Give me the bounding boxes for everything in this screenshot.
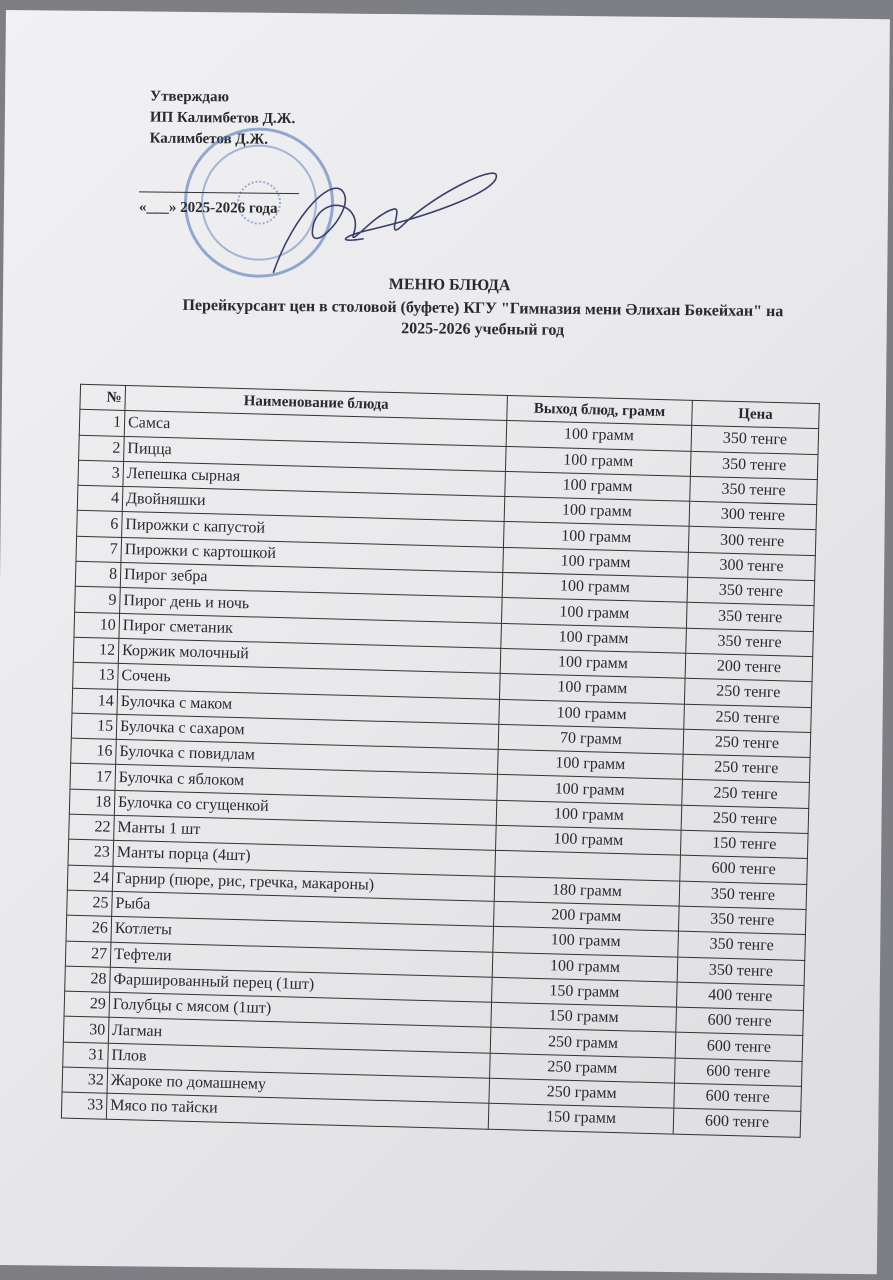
dish-price: 150 тенге bbox=[680, 830, 808, 859]
dish-price: 250 тенге bbox=[682, 780, 810, 809]
row-number: 9 bbox=[75, 587, 121, 613]
dish-price: 350 тенге bbox=[687, 577, 815, 606]
dish-name: Булочка с повидлам bbox=[116, 740, 499, 775]
dish-price: 250 тенге bbox=[682, 754, 810, 783]
dish-name: Мясо по тайски bbox=[106, 1094, 489, 1129]
dish-weight: 100 грамм bbox=[505, 471, 691, 501]
row-number: 26 bbox=[66, 915, 112, 941]
dish-name: Голубцы с мясом (1шт) bbox=[109, 992, 492, 1027]
dish-price: 600 тенге bbox=[674, 1058, 802, 1087]
dish-name: Тефтели bbox=[110, 942, 493, 977]
dish-price: 350 тенге bbox=[678, 931, 806, 960]
signature-icon bbox=[233, 152, 514, 285]
dish-name: Лепешка сырная bbox=[123, 461, 506, 496]
dish-name: Манты 1 шт bbox=[114, 815, 497, 850]
dish-weight: 200 грамм bbox=[494, 901, 680, 931]
header-weight: Выход блюд, грамм bbox=[507, 395, 693, 425]
row-number: 30 bbox=[63, 1017, 109, 1043]
dish-name: Пирожки с капустой bbox=[122, 512, 505, 547]
dish-name: Самса bbox=[124, 411, 507, 446]
row-number: 31 bbox=[63, 1042, 109, 1068]
document-page bbox=[0, 10, 890, 1274]
dish-name: Булочка с сахаром bbox=[116, 714, 499, 749]
header-number: № bbox=[80, 384, 126, 410]
dish-price: 350 тенге bbox=[690, 451, 818, 480]
document-title: МЕНЮ БЛЮДА bbox=[388, 276, 511, 295]
dish-name: Булочка с маком bbox=[117, 689, 500, 724]
dish-name: Жароке по домашнему bbox=[107, 1068, 490, 1103]
dish-weight: 100 грамм bbox=[502, 573, 688, 603]
row-number: 23 bbox=[68, 839, 114, 865]
dish-weight: 250 грамм bbox=[490, 1028, 676, 1058]
dish-weight: 150 грамм bbox=[488, 1104, 674, 1134]
dish-weight: 100 грамм bbox=[496, 800, 682, 830]
dish-weight: 150 грамм bbox=[491, 1002, 677, 1032]
dish-weight: 100 грамм bbox=[492, 952, 678, 982]
dish-weight: 100 грамм bbox=[500, 648, 686, 678]
row-number: 27 bbox=[65, 941, 111, 967]
row-number: 33 bbox=[61, 1092, 107, 1118]
dish-weight: 100 грамм bbox=[497, 750, 683, 780]
dish-name: Котлеты bbox=[111, 917, 494, 952]
row-number: 6 bbox=[77, 511, 123, 537]
row-number: 24 bbox=[67, 865, 113, 891]
dish-weight: 100 грамм bbox=[505, 446, 691, 476]
dish-price: 350 тенге bbox=[678, 906, 806, 935]
row-number: 3 bbox=[78, 460, 124, 486]
dish-price: 350 тенге bbox=[690, 476, 818, 505]
dish-weight: 100 грамм bbox=[497, 775, 683, 805]
dish-price: 350 тенге bbox=[679, 881, 807, 910]
dish-name: Фаршированный перец (1шт) bbox=[110, 967, 493, 1002]
dish-name: Булочка со сгущенкой bbox=[114, 790, 497, 825]
dish-name: Пирог зебра bbox=[120, 563, 503, 598]
dish-weight: 250 грамм bbox=[490, 1053, 676, 1083]
dish-price: 350 тенге bbox=[691, 426, 819, 455]
dish-weight: 150 грамм bbox=[492, 977, 678, 1007]
dish-price: 600 тенге bbox=[680, 856, 808, 885]
dish-name: Манты порца (4шт) bbox=[113, 841, 496, 876]
row-number: 14 bbox=[72, 688, 118, 714]
row-number: 15 bbox=[71, 713, 117, 739]
dish-name: Плов bbox=[108, 1043, 491, 1078]
dish-weight: 100 грамм bbox=[496, 825, 682, 855]
document-subtitle: Перейкурсант цен в столовой (буфете) КГУ "Гимназия мени Әлихан Бөкейхан" на 2025-2026 учебный год bbox=[182, 296, 784, 339]
row-number: 28 bbox=[65, 966, 111, 992]
dish-weight: 70 грамм bbox=[498, 724, 684, 754]
row-number: 25 bbox=[67, 890, 113, 916]
row-number: 22 bbox=[69, 814, 115, 840]
dish-name: Пицца bbox=[124, 436, 507, 471]
dish-name: Пирожки с картошкой bbox=[121, 537, 504, 572]
dish-name: Пирог сметаник bbox=[119, 613, 502, 648]
approver-name: ИП Калимбетов Д.Ж. bbox=[149, 109, 296, 128]
row-number: 32 bbox=[62, 1067, 108, 1093]
row-number: 10 bbox=[74, 612, 120, 638]
dish-name: Гарнир (пюре, рис, гречка, макароны) bbox=[112, 866, 495, 901]
dish-name: Коржик молочный bbox=[118, 638, 501, 673]
dish-price: 600 тенге bbox=[673, 1108, 801, 1137]
row-number: 16 bbox=[71, 738, 117, 764]
row-number: 29 bbox=[64, 991, 110, 1017]
row-number: 12 bbox=[73, 637, 119, 663]
dish-price: 350 тенге bbox=[686, 603, 814, 632]
dish-name: Пирог день и ночь bbox=[120, 588, 503, 623]
dish-price: 400 тенге bbox=[676, 982, 804, 1011]
dish-price: 350 тенге bbox=[686, 628, 814, 657]
dish-weight: 250 грамм bbox=[489, 1078, 675, 1108]
dish-weight: 100 грамм bbox=[503, 547, 689, 577]
dish-price: 600 тенге bbox=[674, 1083, 802, 1112]
approval-date: «___» 2025-2026 года bbox=[138, 199, 278, 217]
dish-price: 600 тенге bbox=[675, 1033, 803, 1062]
dish-weight: 100 грамм bbox=[506, 421, 692, 451]
dish-price: 200 тенге bbox=[685, 653, 813, 682]
row-number: 2 bbox=[79, 435, 125, 461]
dish-price: 300 тенге bbox=[689, 501, 817, 530]
dish-price: 250 тенге bbox=[681, 805, 809, 834]
dish-price: 250 тенге bbox=[683, 729, 811, 758]
dish-name: Булочка с яблоком bbox=[115, 765, 498, 800]
header-price: Цена bbox=[692, 400, 820, 429]
dish-price: 600 тенге bbox=[676, 1007, 804, 1036]
header-dish-name: Наименование блюда bbox=[125, 385, 508, 420]
dish-weight: 100 грамм bbox=[499, 699, 685, 729]
dish-price: 350 тенге bbox=[677, 957, 805, 986]
row-number: 7 bbox=[76, 536, 122, 562]
dish-price: 300 тенге bbox=[688, 527, 816, 556]
dish-weight: 100 грамм bbox=[499, 674, 685, 704]
dish-price: 300 тенге bbox=[688, 552, 816, 581]
dish-price: 250 тенге bbox=[684, 704, 812, 733]
row-number: 8 bbox=[75, 561, 121, 587]
row-number: 4 bbox=[77, 485, 123, 511]
dish-name: Двойняшки bbox=[122, 487, 505, 522]
approval-label: Утверждаю bbox=[150, 88, 230, 106]
dish-weight: 100 грамм bbox=[501, 598, 687, 628]
dish-weight: 100 грамм bbox=[493, 927, 679, 957]
dish-price: 250 тенге bbox=[684, 678, 812, 707]
row-number: 1 bbox=[79, 410, 125, 436]
dish-weight: 100 грамм bbox=[501, 623, 687, 653]
dish-name: Рыба bbox=[112, 891, 495, 926]
dish-name: Лагман bbox=[108, 1018, 491, 1053]
dish-weight: 100 грамм bbox=[503, 522, 689, 552]
row-number: 17 bbox=[70, 764, 116, 790]
row-number: 13 bbox=[73, 662, 119, 688]
row-number: 18 bbox=[69, 789, 115, 815]
dish-name: Сочень bbox=[118, 664, 501, 699]
dish-weight: 100 грамм bbox=[504, 497, 690, 527]
approver-signature-name: Калимбетов Д.Ж. bbox=[149, 130, 269, 148]
menu-table bbox=[61, 384, 820, 1138]
dish-weight: 180 грамм bbox=[494, 876, 680, 906]
